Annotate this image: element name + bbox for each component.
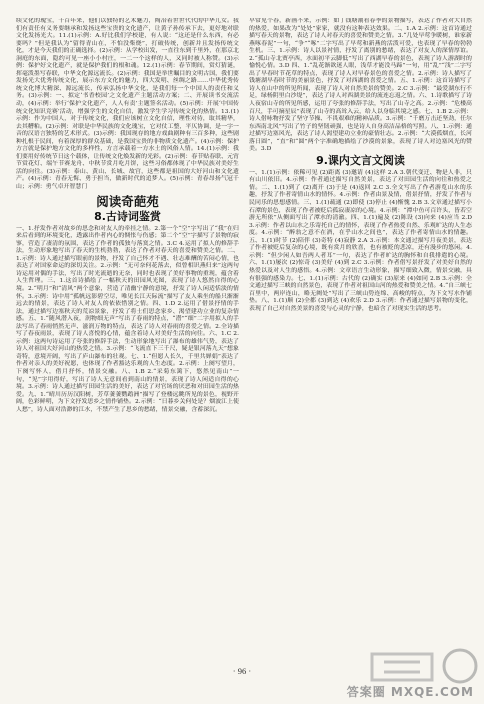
subsection-heading: 9.课内文言文阅读 — [316, 153, 405, 167]
answer-paragraph: 一、1.抒发作者对故乡的思念和对友人的牵挂之情。2.第一个“空”字写出了“我”在归来后看到的环境变化，透露出作者内心的惆怅与伤感；第二个“空”字描写了景物的寂寥，营造了凄清的氛围，表达了作者的孤独与落寞之情。3.C 4.运用了拟人的修辞手法，生动形象地写出了春天的生机勃勃，表达了作者对春天的喜爱和赞美之情。二、1.示例：诗人通过描写眼前的景物，抒发了自己怀才不遇、壮志难酬的苦闷心情，也表达了对国家命运的深切关注。2.示例：“无可奈何花落去，似曾相识燕归来”这两句诗运用对偶的手法，写出了时光流逝的无奈，同时也表现了美好事物的重现，蕴含着人生哲理。三、1.这首诗描绘了一幅秋天的田园风光图，表现了诗人悠然自得的心境。2.“明月”和“清风”两个意象，营造了清幽宁静的意境，抒发了诗人闲适恬淡的情怀。3.示例：诗中用“孤帆远影碧空尽，唯见长江天际流”描写了友人乘坐的船只渐渐远去的情景，表达了诗人对友人的依依惜别之情。四、1.D 2.运用了借景抒情的手法，通过描写边塞秋天的荒凉景象，抒发了将士们思念家乡、渴望建功立业的复杂情感。五、1.“随风潜入夜，润物细无声”写出了春雨的特点，“潜”“细”二字用拟人的手法写出了春雨悄然无声、滋润万物的特点，表达了诗人对春雨的喜爱之情。2.全诗描写了春夜雨景，表现了诗人喜悦的心情，蕴含着诗人对美好生活的向往。六、1.C 2.示例：这两句诗运用了夸张的修辞手法，生动形象地写出了瀑布的雄伟气势，表达了诗人对祖国大好河山的热爱之情。3.示例：“飞流直下三千尺，疑是银河落九天”想象奇特，意境开阔，写出了庐山瀑布的壮观。七、1.“但愿人长久，千里共婵娟”表达了作者对亲人的美好祝愿，也体现了作者豁达乐观的人生态度。2.示例：上阕写望月，下阕写怀人，借月抒怀，情景交融。八、1.B 2.“采菊东篱下，悠然见南山”一句，“见”字用得好，写出了诗人无意间看到南山的情景，表现了诗人闲适自得的心境。3.示例：诗人通过描写田园生活的美好，表达了对官场的厌恶和对田园生活的热爱。九、1.“晴川历历汉阳树，芳草萋萋鹦鹉洲”描写了登楼远眺所见的景色，视野开阔，色彩鲜明，为下文抒发思乡之情作铺垫。2.示例：“日暮乡关何处是？烟波江上使人愁”，诗人面对浩渺的江水，不禁产生了思乡的愁绪，情景交融，含蓄深沉。 — [16, 225, 239, 413]
document-page — [16, 18, 472, 658]
left-column — [16, 18, 239, 658]
answer-paragraph: 续文化的瑰宝，千百年来，他们以独特的艺术魅力，陶冶着世世代代的中华儿女。我们有责任有义务要继承和发扬这些宝贵的文化遗产，让黄子孙传承下去，更好地对联文化发扬光大。11.(1)示例：A.好比我们学校建，有人说：“这还是什么东西，有必要吗？”但是我认为“留得青山在，不怕没柴烧”，打破传统，创新并且发扬传统文化，才是今天我们的正确选择。(2)示例：从学校出发，一直往东到千里外，在那京北洞庭的东面，隐约可见一座小小村庄，一二一个这样的人，又同时被人称赞。(3)示例：保护好文化遗产，就是保护我们的根和魂。12.(1)示例：春节期间，赏灯猜谜，挥毫泼墨写春联，中华文化源远流长。(2)示例：我国是举世瞩目的文明古国，我们要发扬光大优秀传统文化，展示东方文化的魅力，四大发明、丝绸之路……中华优秀传统文化博大精深、源远流长，传承弘扬中华文化，是我们每一个中国人的责任和义务。(3)示例：一、拟定‘书香校园’之文化遗产主题活动方案；二、开展读书交流活动，(4)示例：举行‘保护文化遗产，人人有责’主题签名活动。(5)示例：开展‘中国传统文化知识竞赛’活动，增强学生的文化自信，激发学生学习传统文化的热情。13.(1)示例：作为中国人，对于传统文化，我们应该树立文化自信，理性对待，取其精华，去其糟粕。(2)示例：对联是中华民族的文化瑰宝，它对仗工整，平仄协调，是一字一音的汉语言独特的艺术形式。(3)示例：我国现存的地方戏曲剧种有三百多种，这些剧种扎根于民间，有着深厚的群众基础，是我国宝贵的非物质文化遗产。(4)示例：保护方言就是保护地方文化的多样性，方言承载着一方水土的风俗人情。14.(1)示例：我们要用好传统节日这个载体，让传统文化焕发新的光彩。(2)示例：春节贴春联、元宵节赏花灯、端午节赛龙舟、中秋节赏月吃月饼，这些习俗都体现了中华民族对美好生活的向往。(3)示例：泰山、黄山、长城、故宫，这些都是祖国的大好河山和文化遗产。(4)示例：青春无悔、勇于担当，做新时代的追梦人。(5)示例：青春昂扬气冠千山；示例：勇气卓开智慧门 — [16, 18, 239, 191]
answer-paragraph: 早常见个春，新画不来，示例：如丁钱塘潮看春季的景物描写，表达了作者对大自然的热爱，如果改为“处处”家家，就没有这种表达效果。二、1.A 2.示例：这首诗通过描写春天的景物，表达了诗人对春天的喜爱和赞美之情。3.“几处早莺争暖树，谁家新燕啄春泥”一句，“争”“啄”二字写出了早莺和新燕的活泼可爱，也表现了早春的勃勃生机。三、1.示例：诗人以景衬情，抒发了离别的愁绪，表达了对友人的深情厚谊。2.“孤山寺北贾亭西，水面初平云脚低”写出了西湖早春的景色，表现了诗人游湖时的愉悦心情。3.D 四、1.“乱花渐欲迷人眼，浅草才能没马蹄”一句，用“乱”“浅”二字写出了早春时节花草的特点，表现了诗人对早春景色的喜爱之情。2.示例：诗人描写了钱塘湖早春时节的美丽景色，抒发了对西湖的喜爱之情。五、1.示例：这首诗描写了诗人在山中的所见所闻，表现了诗人对自然美景的赞美。2.C 3.示例：“最爱湖东行不足，绿杨阴里白沙堤”，表达了诗人对西湖美景的流连忘返之情。六、1.诗歌描写了诗人夜宿山寺的所见所感，运用了夸张的修辞手法，写出了山寺之高。2.示例：“危楼高百尺，手可摘星辰”表现了山寺的高耸入云，给人以身临其境之感。七、1.B 2.示例：诗人借咏物抒发了坚守节操、不畏艰难的精神品质。3.示例：“千磨万击还坚劲，任尔东西南北风”写出了竹子的坚韧顽强，也是诗人自身高洁品格的写照。八、1.示例：通过描写边塞风光，表达了诗人渴望建功立业的豪情壮志。2.示例：“大漠孤烟直，长河落日圆”，“直”和“圆”两个字准确地描绘了沙漠的景象，表现了诗人对边塞风光的赞美。3.D — [249, 18, 472, 153]
right-column — [249, 18, 472, 658]
watermark-text: 答案圈 MXQE.COM — [346, 685, 474, 699]
page-number: · 96 · — [232, 666, 252, 676]
section-heading: 阅读奇葩苑 — [96, 193, 159, 209]
subsection-heading: 8.古诗词鉴赏 — [94, 209, 161, 223]
answer-paragraph: 一、1.(1)示例：依稀可见 (2)距离 (3)邀请 (4)这样 2.A 3.朝代变迁、物是人非，只有山川依旧。4.示例：作者通过描写自然美景，表达了对田园生活的向往和热爱之情。二、1.(1)到了 (2)离开 (3)于是 (4)返回 2.C 3.全文写出了作者游览山水的乐趣，抒发了作者寄情山水的情怀。4.示例：作者由景及情，借景抒情，抒发了作者与民同乐的思想感情。三、1.(1)疏通 (2)即使 (3)停止 (4)惭愧 2.B 3.文章通过描写小石潭的景色，表现了作者被贬后孤寂凄凉的心境。4.示例：“潭中鱼可百许头，皆若空游无所依”从侧面写出了潭水的清澈。四、1.(1)遍及 (2)陈设 (3)向来 (4)应当 2.D 3.示例：作者以山水之乐寄托自己的情怀，表现了作者热爱自然、乐观旷达的人生态度。4.示例：“醉翁之意不在酒，在乎山水之间也”，表达了作者寄情山水的情趣。五、1.(1)时节 (2)陪伴 (3)奇特 (4)寂静 2.A 3.示例：本文通过描写月夜美景，表达了作者被贬后复杂的心境，既有赏月的欣喜，也有被贬的悲凉，还有漫步的悠闲。4.示例：“但少闲人如吾两人者耳”一句，表达了作者旷达的胸怀和自我排遣的心境。六、1.(1)屡次 (2)惊奇 (3)美好 (4)到 2.C 3.示例：作者借写景抒发了对美好自然的热爱以及对人生的感悟。4.示例：文章语言生动形象，描写细致入微，情景交融，具有很强的感染力。七、1.(1)示例：古代的 (2)确实 (3)原来 (4)如同 2.B 3.示例：全文通过描写三峡的自然景色，表现了作者对祖国山河的热爱和赞美之情。4.“自三峡七百里中，两岸连山，略无阙处”写出了三峡山势连绵、高峻的特点，为下文写水作铺垫。八、1.(1)顺 (2)全都 (3)到达 (4)欢乐 2.D 3.示例：作者通过描写景物的变化，表现了自己对自然美景的喜爱与心灵的宁静，也暗含了对现实生活的思考。 — [249, 169, 472, 312]
